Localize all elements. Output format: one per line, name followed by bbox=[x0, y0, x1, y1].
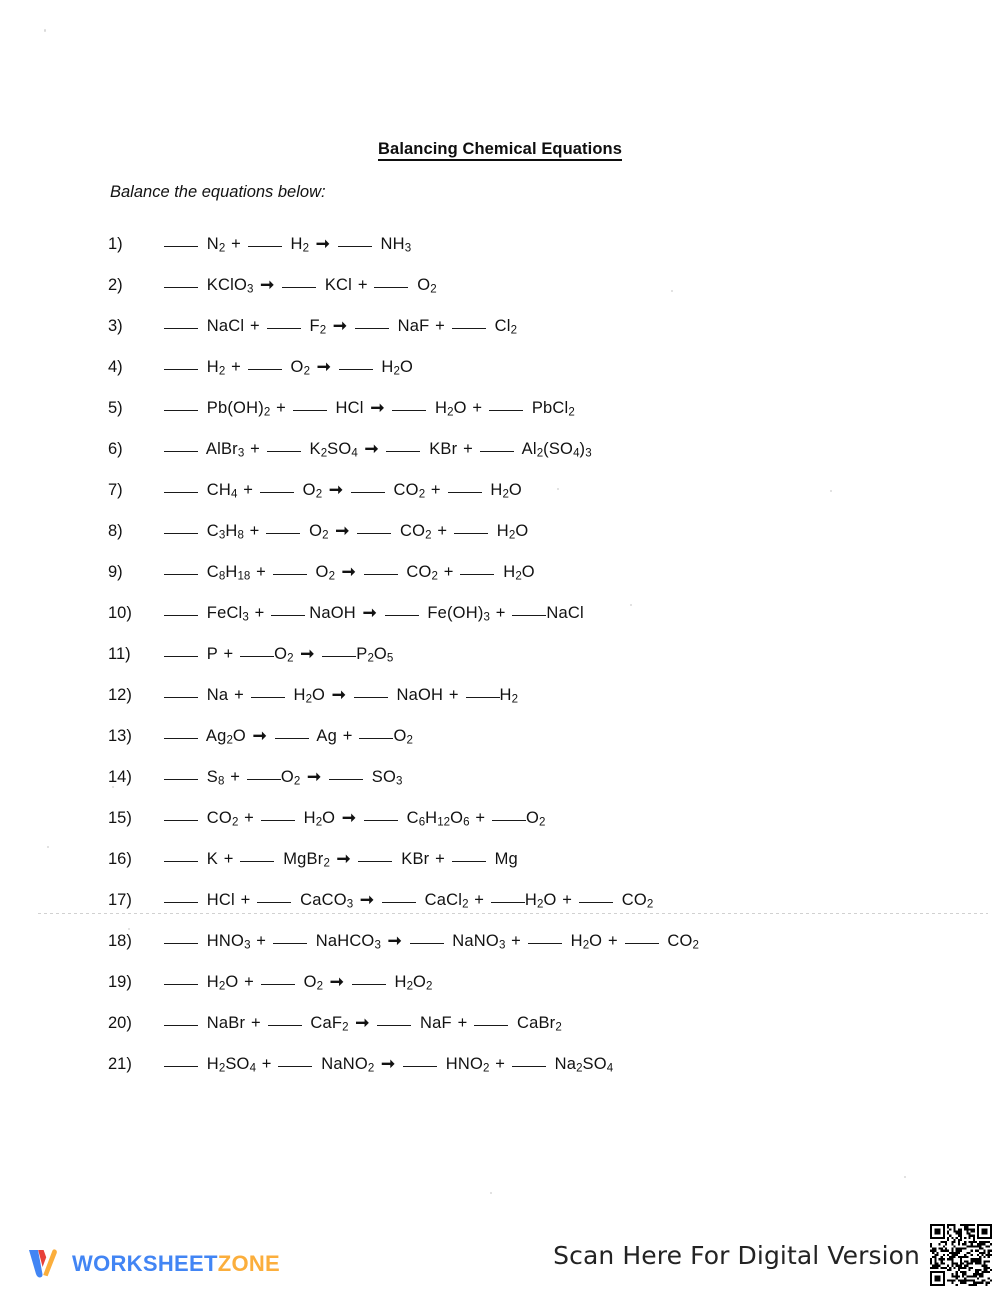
scan-speck bbox=[904, 1176, 906, 1178]
coefficient-blank[interactable] bbox=[452, 848, 486, 862]
equation-row bbox=[0, 921, 1000, 962]
equation-expression[interactable]: KClO$_3$ ➞ KCl + $O_2$ bbox=[163, 265, 437, 311]
coefficient-blank[interactable] bbox=[278, 1053, 312, 1067]
equation-number: 11) bbox=[108, 645, 131, 663]
equation-expression[interactable]: $Na + H_2O$ ➞ NaOH + $H_2$ bbox=[163, 675, 518, 721]
equation-row bbox=[0, 429, 1000, 470]
coefficient-blank[interactable] bbox=[338, 233, 372, 247]
coefficient-blank[interactable] bbox=[480, 438, 514, 452]
equation-row bbox=[0, 470, 1000, 511]
qr-code-icon[interactable] bbox=[930, 1224, 992, 1286]
coefficient-blank[interactable] bbox=[248, 356, 282, 370]
plus-sign: + bbox=[250, 440, 260, 458]
coefficient-blank[interactable] bbox=[359, 725, 393, 739]
equation-number: 1) bbox=[108, 235, 123, 253]
equation-number: 3) bbox=[108, 317, 123, 335]
equation-number: 15) bbox=[108, 809, 132, 827]
plus-sign: + bbox=[276, 399, 286, 417]
coefficient-blank[interactable] bbox=[377, 1012, 411, 1026]
coefficient-blank[interactable] bbox=[240, 848, 274, 862]
equation-expression[interactable]: $S_8 + O_2$ ➞ $SO_3$ bbox=[163, 757, 402, 803]
plus-sign: + bbox=[435, 850, 446, 868]
equation-row bbox=[0, 347, 1000, 388]
coefficient-blank[interactable] bbox=[164, 520, 198, 534]
equation-number: 2) bbox=[108, 276, 123, 294]
scan-cta[interactable] bbox=[553, 1224, 992, 1286]
reaction-arrow-icon: ➞ bbox=[341, 809, 356, 827]
coefficient-blank[interactable] bbox=[260, 479, 294, 493]
page-footer bbox=[0, 1216, 1000, 1294]
equation-row bbox=[0, 962, 1000, 1003]
equation-row bbox=[0, 1044, 1000, 1085]
plus-sign: + bbox=[475, 809, 486, 827]
coefficient-blank[interactable] bbox=[329, 766, 363, 780]
equation-number: 20) bbox=[108, 1014, 132, 1032]
coefficient-blank[interactable] bbox=[357, 520, 391, 534]
coefficient-blank[interactable] bbox=[282, 274, 316, 288]
equation-expression[interactable]: $H_2O + O_2$ ➞ $H_2O_2$ bbox=[163, 962, 432, 1008]
plus-sign: + bbox=[261, 1055, 272, 1073]
coefficient-blank[interactable] bbox=[385, 602, 419, 616]
coefficient-blank[interactable] bbox=[251, 684, 285, 698]
coefficient-blank[interactable] bbox=[247, 766, 281, 780]
equation-row bbox=[0, 593, 1000, 634]
equation-expression[interactable]: K + MgBr$_2$ ➞ KBr + Mg bbox=[163, 839, 518, 885]
coefficient-blank[interactable] bbox=[164, 315, 198, 329]
equation-expression[interactable]: $CO_2 + H_2O$ ➞ $C_6H_{12}O_6 + O_2$ bbox=[163, 798, 545, 844]
equation-row bbox=[0, 839, 1000, 880]
reaction-arrow-icon: ➞ bbox=[370, 399, 385, 417]
reaction-arrow-icon: ➞ bbox=[336, 850, 351, 868]
equation-number: 5) bbox=[108, 399, 123, 417]
equation-number: 17) bbox=[108, 891, 132, 909]
scan-label: Scan Here For Digital Version bbox=[553, 1240, 920, 1270]
brand-wordmark bbox=[72, 1253, 280, 1275]
plus-sign: + bbox=[223, 850, 234, 868]
coefficient-blank[interactable] bbox=[164, 766, 198, 780]
plus-sign: + bbox=[223, 645, 234, 663]
plus-sign: + bbox=[472, 399, 483, 417]
coefficient-blank[interactable] bbox=[164, 643, 198, 657]
reaction-arrow-icon: ➞ bbox=[335, 522, 350, 540]
plus-sign: + bbox=[562, 891, 573, 909]
coefficient-blank[interactable] bbox=[491, 889, 525, 903]
equation-number: 6) bbox=[108, 440, 123, 458]
scan-speck bbox=[490, 1192, 492, 1194]
instruction-text: Balance the equations below: bbox=[110, 183, 326, 201]
coefficient-blank[interactable] bbox=[164, 233, 198, 247]
reaction-arrow-icon: ➞ bbox=[260, 276, 275, 294]
equation-row bbox=[0, 388, 1000, 429]
coefficient-blank[interactable] bbox=[460, 561, 494, 575]
coefficient-blank[interactable] bbox=[358, 848, 392, 862]
equation-row bbox=[0, 880, 1000, 921]
coefficient-blank[interactable] bbox=[339, 356, 373, 370]
reaction-arrow-icon: ➞ bbox=[329, 973, 344, 991]
coefficient-blank[interactable] bbox=[267, 315, 301, 329]
coefficient-blank[interactable] bbox=[164, 561, 198, 575]
coefficient-blank[interactable] bbox=[382, 889, 416, 903]
coefficient-blank[interactable] bbox=[386, 438, 420, 452]
coefficient-blank[interactable] bbox=[164, 725, 198, 739]
equation-row bbox=[0, 634, 1000, 675]
reaction-arrow-icon: ➞ bbox=[332, 317, 348, 335]
plus-sign: + bbox=[511, 932, 522, 950]
coefficient-blank[interactable] bbox=[273, 930, 307, 944]
plus-sign: + bbox=[243, 481, 254, 499]
reaction-arrow-icon: ➞ bbox=[387, 932, 402, 950]
coefficient-blank[interactable] bbox=[164, 438, 198, 452]
reaction-arrow-icon: ➞ bbox=[355, 1014, 370, 1032]
coefficient-blank[interactable] bbox=[248, 233, 282, 247]
plus-sign: + bbox=[437, 522, 448, 540]
equation-row bbox=[0, 757, 1000, 798]
coefficient-blank[interactable] bbox=[489, 397, 523, 411]
plus-sign: + bbox=[443, 563, 454, 581]
equation-expression[interactable]: $H_2SO_4$ + NaNO$_2$ ➞ $HNO_2 + Na_2SO_4$ bbox=[163, 1044, 613, 1090]
reaction-arrow-icon: ➞ bbox=[381, 1055, 396, 1073]
reaction-arrow-icon: ➞ bbox=[252, 727, 267, 745]
equation-row bbox=[0, 1003, 1000, 1044]
coefficient-blank[interactable] bbox=[466, 684, 500, 698]
equation-row bbox=[0, 798, 1000, 839]
reaction-arrow-icon: ➞ bbox=[341, 563, 356, 581]
coefficient-blank[interactable] bbox=[474, 1012, 508, 1026]
coefficient-blank[interactable] bbox=[267, 438, 301, 452]
coefficient-blank[interactable] bbox=[266, 520, 300, 534]
equation-number: 12) bbox=[108, 686, 132, 704]
coefficient-blank[interactable] bbox=[322, 643, 356, 657]
equation-number: 10) bbox=[108, 604, 132, 622]
reaction-arrow-icon: ➞ bbox=[364, 440, 379, 458]
plus-sign: + bbox=[607, 932, 618, 950]
equation-expression[interactable]: FeCl$_3$ + NaOH ➞ $Fe(OH)_3$ + NaCl bbox=[163, 593, 584, 639]
coefficient-blank[interactable] bbox=[410, 930, 444, 944]
plus-sign: + bbox=[230, 768, 241, 786]
coefficient-blank[interactable] bbox=[164, 356, 198, 370]
coefficient-blank[interactable] bbox=[351, 479, 385, 493]
coefficient-blank[interactable] bbox=[164, 479, 198, 493]
reaction-arrow-icon: ➞ bbox=[307, 768, 322, 786]
reaction-arrow-icon: ➞ bbox=[359, 891, 374, 909]
coefficient-blank[interactable] bbox=[354, 684, 388, 698]
coefficient-blank[interactable] bbox=[164, 848, 198, 862]
brand-primary-text: WORKSHEET bbox=[72, 1251, 218, 1276]
plus-sign: + bbox=[249, 522, 260, 540]
coefficient-blank[interactable] bbox=[164, 807, 198, 821]
coefficient-blank[interactable] bbox=[364, 561, 398, 575]
coefficient-blank[interactable] bbox=[364, 807, 398, 821]
equation-expression[interactable]: $HNO_3$ + NaHCO$_3$ ➞ NaNO$_3$ + $H_2O + CO_2$ bbox=[163, 921, 699, 967]
coefficient-blank[interactable] bbox=[257, 889, 291, 903]
plus-sign: + bbox=[254, 604, 265, 622]
scan-speck bbox=[44, 29, 46, 32]
equation-number: 8) bbox=[108, 522, 123, 540]
plus-sign: + bbox=[474, 891, 485, 909]
equation-row bbox=[0, 716, 1000, 757]
equation-list bbox=[0, 224, 1000, 1085]
coefficient-blank[interactable] bbox=[492, 807, 526, 821]
coefficient-blank[interactable] bbox=[261, 807, 295, 821]
coefficient-blank[interactable] bbox=[273, 561, 307, 575]
reaction-arrow-icon: ➞ bbox=[315, 235, 330, 253]
coefficient-blank[interactable] bbox=[452, 315, 486, 329]
equation-number: 13) bbox=[108, 727, 132, 745]
plus-sign: + bbox=[240, 891, 251, 909]
equation-number: 7) bbox=[108, 481, 123, 499]
coefficient-blank[interactable] bbox=[454, 520, 488, 534]
equation-expression[interactable]: $C_8H_{18} + O_2$ ➞ $CO_2 + H_2O$ bbox=[163, 552, 535, 598]
worksheet-zone-mark-icon bbox=[22, 1244, 62, 1284]
coefficient-blank[interactable] bbox=[512, 602, 546, 616]
equation-expression[interactable]: HCl + CaCO$_3$ ➞ CaCl$_2$ + $H_2O + CO_2$ bbox=[163, 880, 653, 926]
plus-sign: + bbox=[256, 563, 266, 581]
reaction-arrow-icon: ➞ bbox=[331, 686, 346, 704]
equation-expression[interactable]: $H_2 + O_2$ ➞ $H_2O$ bbox=[163, 347, 413, 393]
plus-sign: + bbox=[430, 481, 441, 499]
plus-sign: + bbox=[448, 686, 459, 704]
coefficient-blank[interactable] bbox=[512, 1053, 546, 1067]
equation-expression[interactable]: $CH_4 + O_2$ ➞ $CO_2 + H_2O$ bbox=[163, 470, 522, 516]
page-title bbox=[0, 140, 1000, 159]
equation-row bbox=[0, 511, 1000, 552]
equation-expression[interactable]: $C_3H_8 + O_2$ ➞ $CO_2 + H_2O$ bbox=[163, 511, 528, 557]
equation-number: 16) bbox=[108, 850, 132, 868]
coefficient-blank[interactable] bbox=[240, 643, 274, 657]
coefficient-blank[interactable] bbox=[164, 397, 198, 411]
equation-row bbox=[0, 306, 1000, 347]
coefficient-blank[interactable] bbox=[403, 1053, 437, 1067]
plus-sign: + bbox=[231, 358, 241, 376]
plus-sign: + bbox=[250, 1014, 261, 1032]
page-title-text: Balancing Chemical Equations bbox=[378, 140, 622, 161]
plus-sign: + bbox=[357, 276, 368, 294]
coefficient-blank[interactable] bbox=[261, 971, 295, 985]
equation-row bbox=[0, 675, 1000, 716]
equation-number: 14) bbox=[108, 768, 132, 786]
coefficient-blank[interactable] bbox=[164, 971, 198, 985]
plus-sign: + bbox=[244, 973, 254, 991]
equation-expression[interactable]: $N_2 + H_2$ ➞ $NH_3$ bbox=[163, 224, 411, 270]
reaction-arrow-icon: ➞ bbox=[316, 358, 331, 376]
equation-number: 9) bbox=[108, 563, 123, 581]
plus-sign: + bbox=[435, 317, 445, 335]
coefficient-blank[interactable] bbox=[268, 1012, 302, 1026]
brand-secondary-text: ZONE bbox=[217, 1251, 281, 1276]
equation-row bbox=[0, 265, 1000, 306]
coefficient-blank[interactable] bbox=[271, 602, 305, 616]
worksheet-zone-logo[interactable] bbox=[22, 1244, 280, 1284]
coefficient-blank[interactable] bbox=[374, 274, 408, 288]
coefficient-blank[interactable] bbox=[579, 889, 613, 903]
equation-row bbox=[0, 552, 1000, 593]
reaction-arrow-icon: ➞ bbox=[362, 604, 377, 622]
coefficient-blank[interactable] bbox=[448, 479, 482, 493]
coefficient-blank[interactable] bbox=[164, 1053, 198, 1067]
equation-expression[interactable]: NaCl + $F_2$ ➞ NaF + $Cl_2$ bbox=[163, 306, 517, 352]
plus-sign: + bbox=[495, 604, 506, 622]
plus-sign: + bbox=[342, 727, 353, 745]
coefficient-blank[interactable] bbox=[528, 930, 562, 944]
plus-sign: + bbox=[457, 1014, 468, 1032]
equation-number: 4) bbox=[108, 358, 123, 376]
equation-expression[interactable]: NaBr + CaF$_2$ ➞ NaF + CaBr$_2$ bbox=[163, 1003, 562, 1049]
equation-expression[interactable]: $Pb(OH)_2$ + HCl ➞ $H_2O$ + PbCl$_2$ bbox=[163, 388, 575, 434]
coefficient-blank[interactable] bbox=[164, 274, 198, 288]
equation-row bbox=[0, 224, 1000, 265]
coefficient-blank[interactable] bbox=[625, 930, 659, 944]
plus-sign: + bbox=[231, 235, 241, 253]
equation-number: 18) bbox=[108, 932, 132, 950]
equation-expression[interactable]: $P + O_2$ ➞ $P_2O_5$ bbox=[163, 634, 393, 680]
coefficient-blank[interactable] bbox=[275, 725, 309, 739]
reaction-arrow-icon: ➞ bbox=[328, 481, 343, 499]
coefficient-blank[interactable] bbox=[164, 684, 198, 698]
equation-number: 19) bbox=[108, 973, 132, 991]
coefficient-blank[interactable] bbox=[392, 397, 426, 411]
equation-expression[interactable]: AlBr$_3$ + $K_2SO_4$ ➞ KBr + $Al_2(SO_4)_3$ bbox=[163, 429, 592, 475]
coefficient-blank[interactable] bbox=[164, 1012, 198, 1026]
coefficient-blank[interactable] bbox=[355, 315, 389, 329]
coefficient-blank[interactable] bbox=[164, 602, 198, 616]
equation-expression[interactable]: $Ag_2O$ ➞ $Ag + O_2$ bbox=[163, 716, 413, 762]
plus-sign: + bbox=[256, 932, 267, 950]
plus-sign: + bbox=[250, 317, 260, 335]
equation-number: 21) bbox=[108, 1055, 132, 1073]
coefficient-blank[interactable] bbox=[293, 397, 327, 411]
plus-sign: + bbox=[495, 1055, 506, 1073]
coefficient-blank[interactable] bbox=[164, 889, 198, 903]
plus-sign: + bbox=[463, 440, 473, 458]
plus-sign: + bbox=[244, 809, 254, 827]
plus-sign: + bbox=[234, 686, 244, 704]
reaction-arrow-icon: ➞ bbox=[300, 645, 315, 663]
coefficient-blank[interactable] bbox=[164, 930, 198, 944]
coefficient-blank[interactable] bbox=[352, 971, 386, 985]
